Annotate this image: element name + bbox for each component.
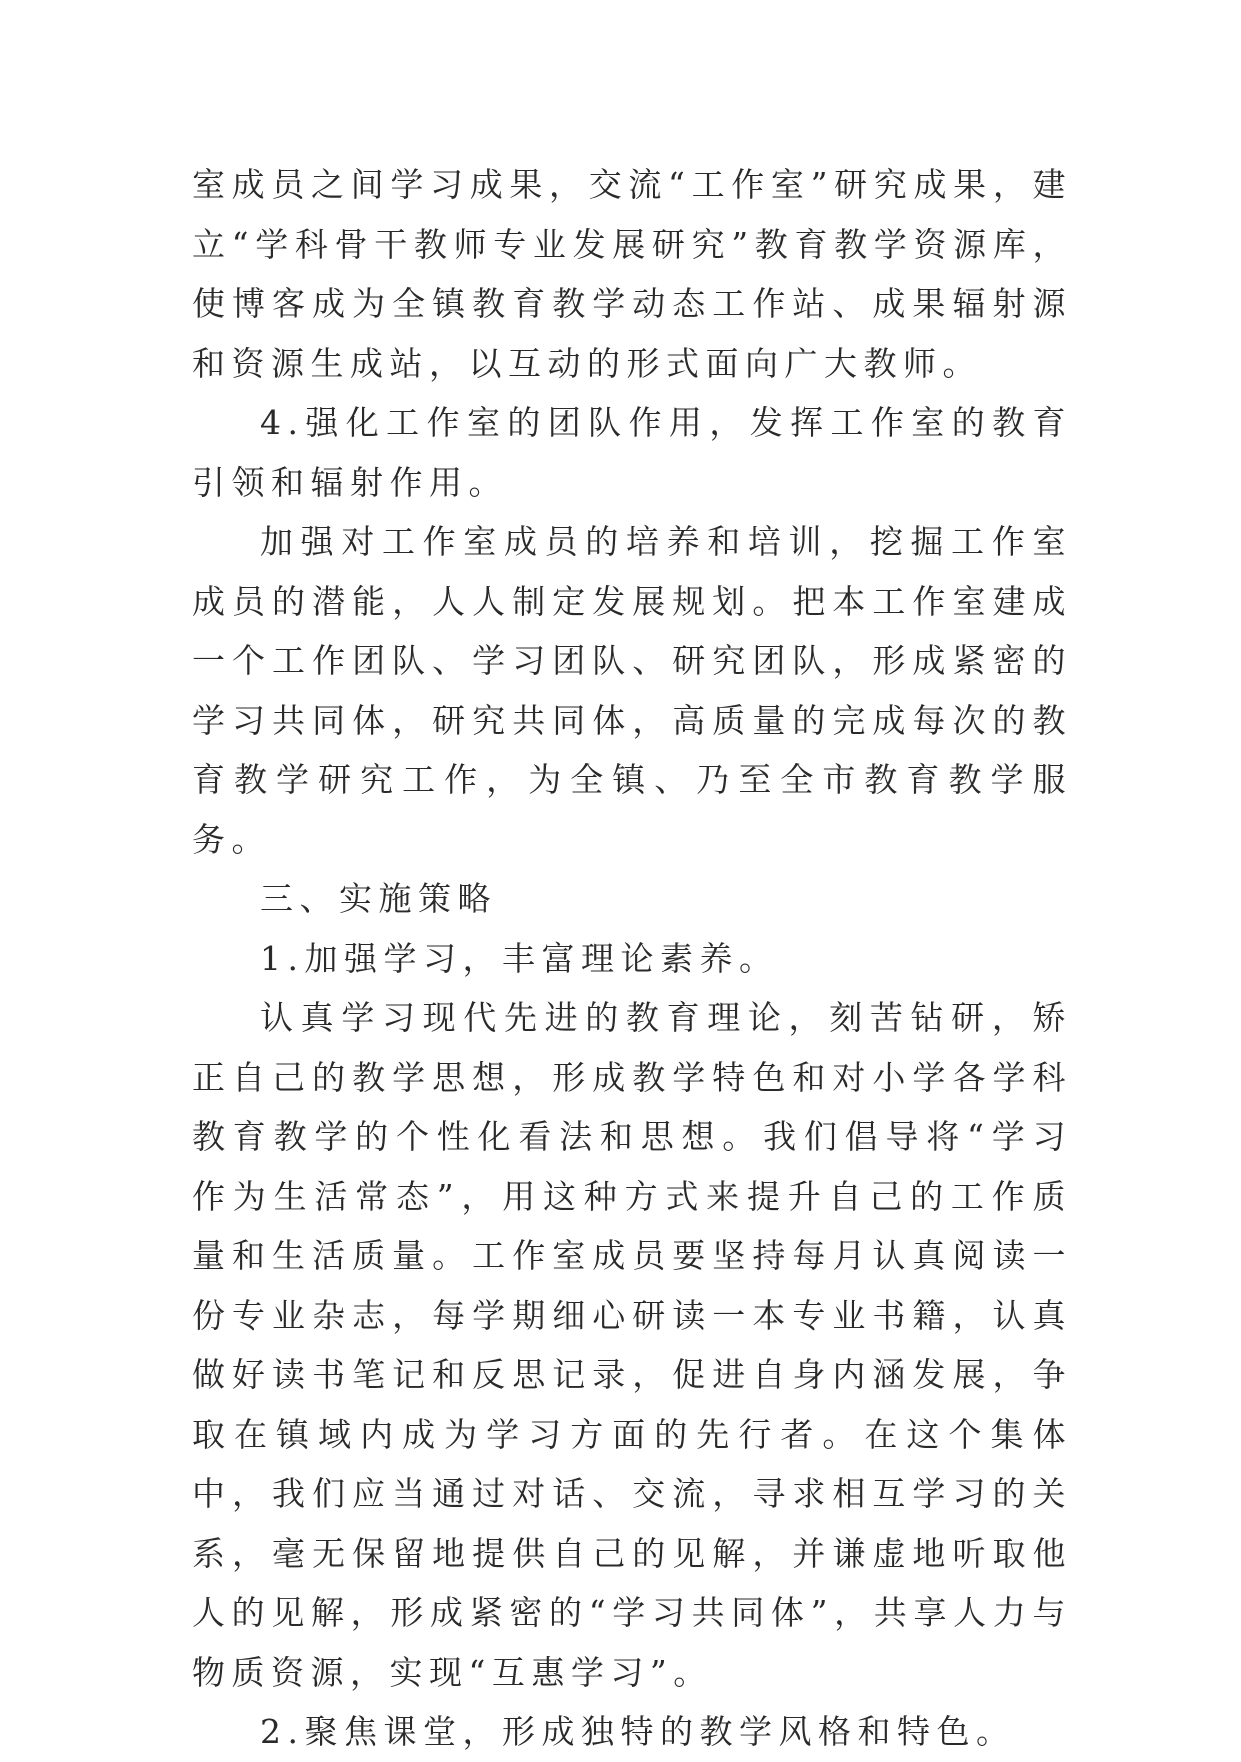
paragraph-item-4-heading: 4.强化工作室的团队作用，发挥工作室的教育引领和辐射作用。 <box>192 403 1072 502</box>
paragraph-learning-theory: 认真学习现代先进的教育理论，刻苦钻研，矫正自己的教学思想，形成教学特色和对小学各学科教育教学的个性化看法和思想。我们倡导将“学习作为生活常态”，用这种方式来提升自己的工作质量和生活质量。工作室成员要坚持每月认真阅读一份专业杂志，每学期细心研读一本专业书籍，认真做好读书笔记和反思记录，促进自身内涵发展，争取在镇域内成为学习方面的先行者。在这个集体中，我们应当通过对话、交流，寻求相互学习的关系，毫无保留地提供自己的见解，并谦虚地听取他人的见解，形成紧密的“学习共同体”，共享人力与物质资源，实现“互惠学习”。 <box>192 998 1072 1692</box>
paragraph-team-building: 加强对工作室成员的培养和培训，挖掘工作室成员的潜能，人人制定发展规划。把本工作室建成一个工作团队、学习团队、研究团队，形成紧密的学习共同体，研究共同体，高质量的完成每次的教育教学研究工作，为全镇、乃至全市教育教学服务。 <box>192 522 1072 859</box>
paragraph-item-1-heading: 1.加强学习，丰富理论素养。 <box>260 938 779 978</box>
paragraph-continued-blog: 室成员之间学习成果，交流“工作室”研究成果，建立“学科骨干教师专业发展研究”教育教学资源库，使博客成为全镇教育教学动态工作站、成果辐射源和资源生成站，以互动的形式面向广大教师。 <box>192 165 1072 383</box>
paragraph-item-2-heading: 2.聚焦课堂，形成独特的教学风格和特色。 <box>260 1712 1016 1751</box>
section-heading-implementation-strategy: 三、实施策略 <box>260 879 497 918</box>
document-body <box>192 155 1072 1762</box>
